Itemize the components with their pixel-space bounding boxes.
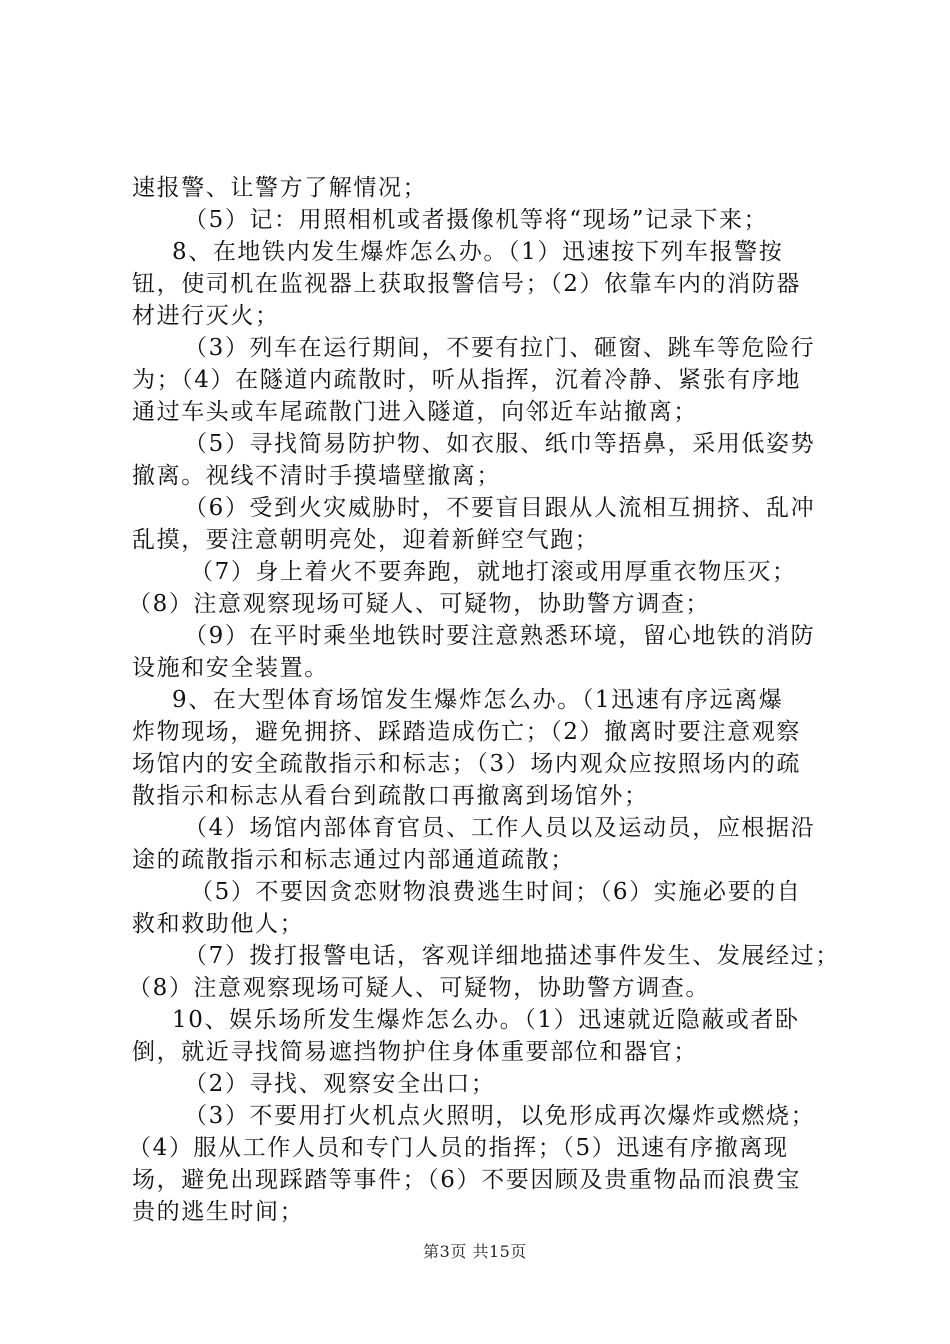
text-line: （3）列车在运行期间，不要有拉门、砸窗、跳车等危险行 [184,335,816,361]
text-line: （4）场馆内部体育官员、工作人员以及运动员，应根据沿 [184,815,816,841]
text-line: 8、在地铁内发生爆炸怎么办。（1）迅速按下列车报警按 [172,239,784,265]
text-line: 救和救助他人； [132,911,305,937]
text-line: 途的疏散指示和标志通过内部通道疏散； [132,847,575,873]
text-line: （6）受到火灾威胁时，不要盲目跟从人流相互拥挤、乱冲 [184,495,816,521]
text-line: （8）注意观察现场可疑人、可疑物，协助警方调查； [128,591,711,617]
text-line: 速报警、让警方了解情况； [132,175,428,201]
text-line: 炸物现场，避免拥挤、踩踏造成伤亡；（2）撤离时要注意观察 [132,719,801,745]
text-line: 场，避免出现踩踏等事件；（6）不要因顾及贵重物品而浪费宝 [132,1167,801,1193]
text-line: （3）不要用打火机点火照明，以免形成再次爆炸或燃烧； [184,1103,816,1129]
page-footer: 第3页 共15页 [423,1242,527,1261]
document-body [128,172,852,1228]
text-line: （4）服从工作人员和专门人员的指挥；（5）迅速有序撤离现 [128,1135,789,1161]
text-line: 场馆内的安全疏散指示和标志；（3）场内观众应按照场内的疏 [132,751,801,777]
text-line: （9）在平时乘坐地铁时要注意熟悉环境，留心地铁的消防 [184,623,816,649]
text-line: （5）寻找简易防护物、如衣服、纸巾等捂鼻，采用低姿势 [184,431,816,457]
text-line: 9、在大型体育场馆发生爆炸怎么办。（1迅速有序远离爆 [172,687,784,713]
text-line: （8）注意观察现场可疑人、可疑物，协助警方调查。 [128,975,711,1001]
text-line: 散指示和标志从看台到疏散口再撤离到场馆外； [132,783,649,809]
text-line: 倒，就近寻找简易遮挡物护住身体重要部位和器官； [132,1039,698,1065]
text-line: 为；（4）在隧道内疏散时，听从指挥，沉着冷静、紧张有序地 [132,367,801,393]
text-line: （7）拨打报警电话，客观详细地描述事件发生、发展经过； [184,943,840,969]
text-line: 材进行灭火； [132,303,280,329]
text-line: （5）不要因贪恋财物浪费逃生时间；（6）实施必要的自 [190,879,802,905]
text-line: 设施和安全装置。 [132,655,329,681]
text-line: 钮，使司机在监视器上获取报警信号；（2）依靠车内的消防器 [132,271,801,297]
text-line: 贵的逃生时间； [132,1199,305,1225]
text-line: （7）身上着火不要奔跑，就地打滚或用厚重衣物压灭； [190,559,797,585]
text-line: 撤离。视线不清时手摸墙壁撤离； [132,463,501,489]
text-line: 10、娱乐场所发生爆炸怎么办。（1）迅速就近隐蔽或者卧 [172,1007,800,1033]
text-line: 乱摸，要注意朝明亮处，迎着新鲜空气跑； [132,527,600,553]
text-line: （2）寻找、观察安全出口； [184,1071,496,1097]
text-line: 通过车头或车尾疏散门进入隧道，向邻近车站撤离； [132,399,698,425]
text-line: （5）记：用照相机或者摄像机等将“现场”记录下来； [184,207,769,233]
